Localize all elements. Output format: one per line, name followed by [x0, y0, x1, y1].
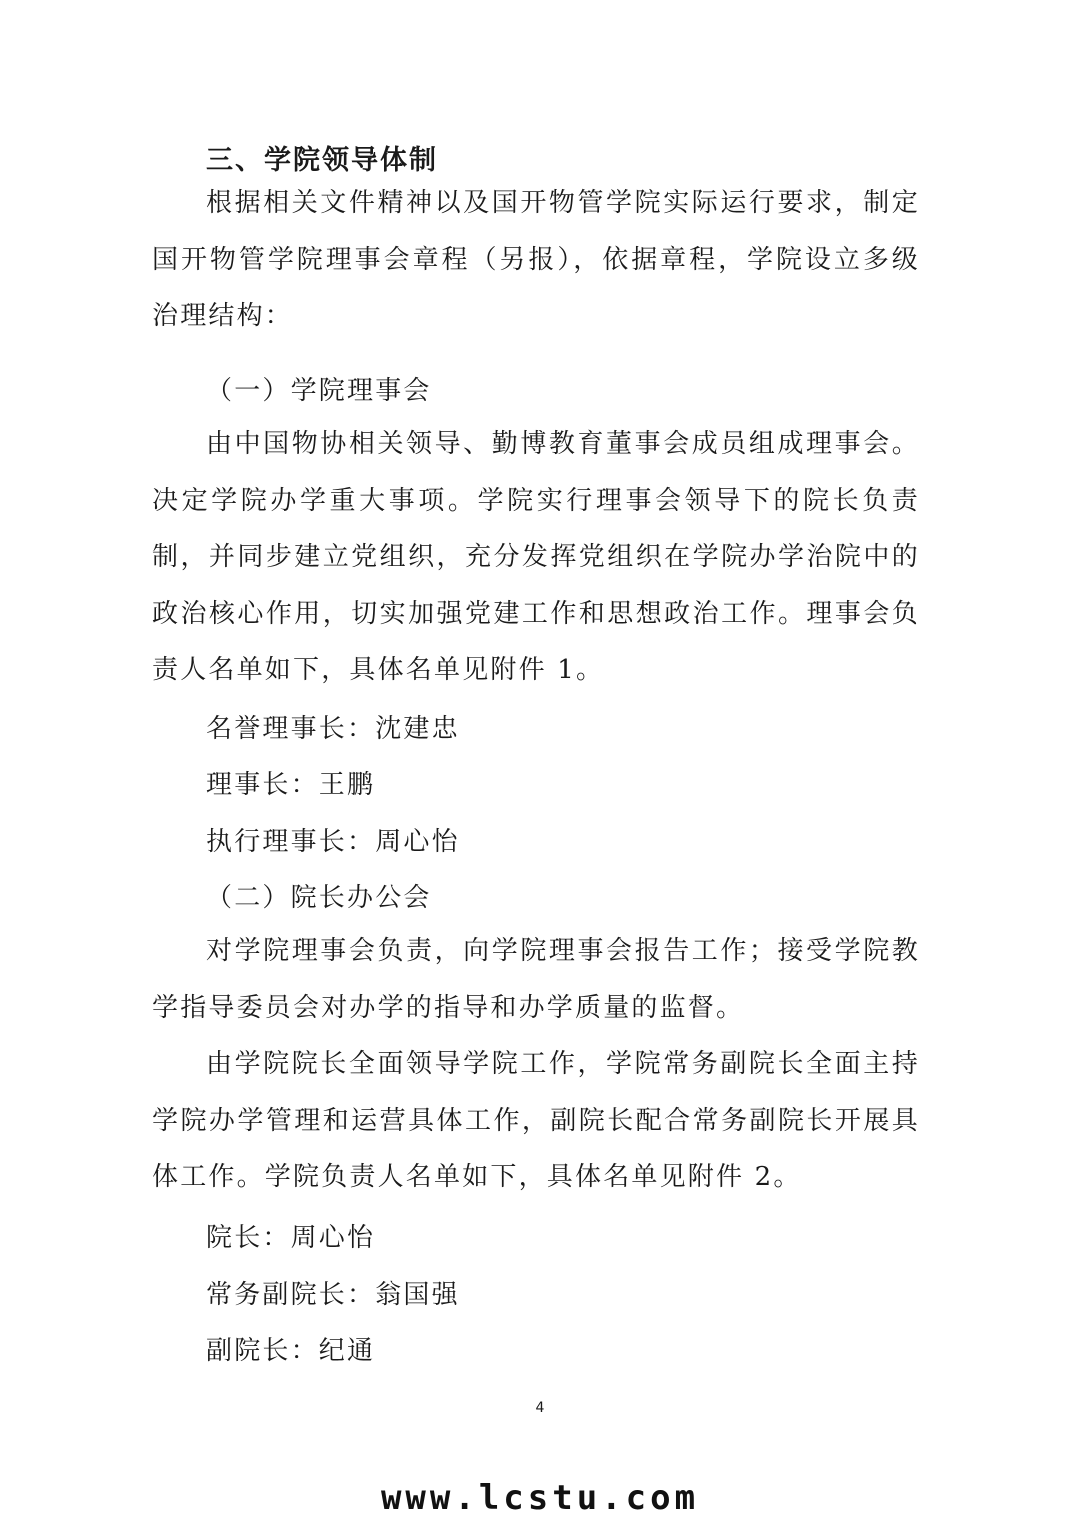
subsection-2-title: （二）院长办公会	[206, 883, 432, 913]
role-chairman: 理事长：王鹏	[206, 770, 376, 800]
subsection-1-paragraph: 由中国物协相关领导、勤博教育董事会成员组成理事会。决定学院办学重大事项。学院实行理事会领导下的院长负责制，并同步建立党组织，充分发挥党组织在学院办学治院中的政治核心作用，切实加强党建工作和思想政治工作。理事会负责人名单如下，具体名单见附件 1。	[152, 429, 920, 685]
role-honorary-chairman: 名誉理事长：沈建忠	[206, 714, 460, 744]
role-vice-president: 副院长：纪通	[206, 1336, 376, 1366]
watermark-url: www.lcstu.com	[380, 1478, 700, 1518]
subsection-2-paragraph-1: 对学院理事会负责，向学院理事会报告工作；接受学院教学指导委员会对办学的指导和办学质量的监督。	[152, 936, 920, 1023]
role-president: 院长：周心怡	[206, 1223, 376, 1253]
page-number: 4	[535, 1400, 545, 1416]
role-executive-chairman: 执行理事长：周心怡	[206, 827, 460, 857]
role-executive-vice-president: 常务副院长：翁国强	[206, 1280, 460, 1310]
subsection-1-title: （一）学院理事会	[206, 376, 432, 406]
section-heading: 三、学院领导体制	[206, 145, 438, 176]
subsection-2-paragraph-2: 由学院院长全面领导学院工作，学院常务副院长全面主持学院办学管理和运营具体工作，副院长配合常务副院长开展具体工作。学院负责人名单如下，具体名单见附件 2。	[152, 1049, 920, 1192]
intro-paragraph: 根据相关文件精神以及国开物管学院实际运行要求，制定国开物管学院理事会章程（另报），依据章程，学院设立多级治理结构：	[152, 188, 920, 331]
